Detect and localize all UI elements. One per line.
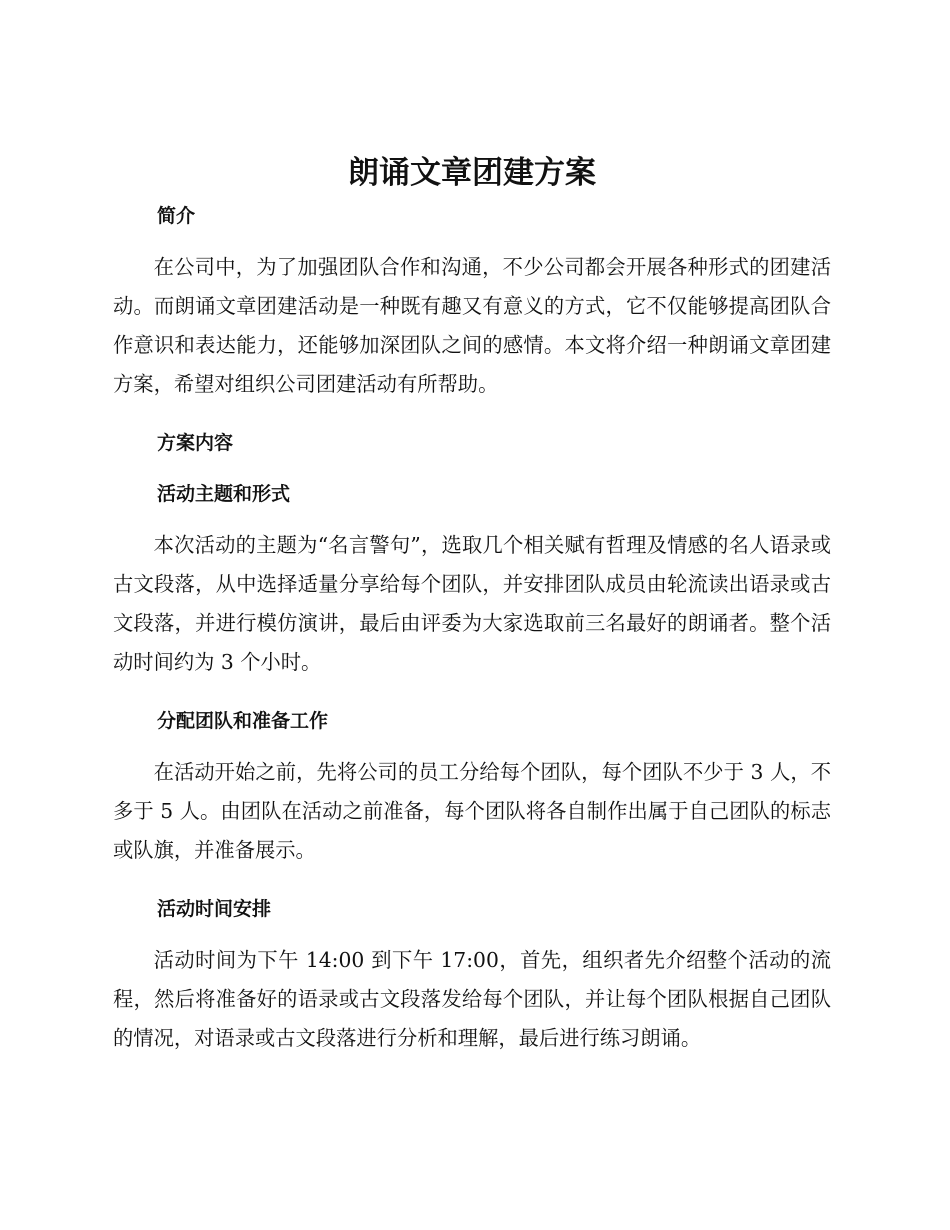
section-heading-team-preparation: 分配团队和准备工作 <box>157 710 329 732</box>
section-heading-theme-format: 活动主题和形式 <box>157 483 291 505</box>
section-paragraph-intro: 在公司中，为了加强团队合作和沟通，不少公司都会开展各种形式的团建活动。而朗诵文章团建活动是一种既有趣又有意义的方式，它不仅能够提高团队合作意识和表达能力，还能够加深团队之间的感情。本文将介绍一种朗诵文章团建方案，希望对组织公司团建活动有所帮助。 <box>113 255 831 396</box>
section-heading-schedule: 活动时间安排 <box>157 898 272 920</box>
document-body <box>113 150 831 1085</box>
document-title: 朗诵文章团建方案 <box>348 155 596 191</box>
section-heading-intro: 简介 <box>157 205 196 227</box>
section-paragraph-schedule: 活动时间为下午 14:00 到下午 17:00，首先，组织者先介绍整个活动的流程，然后将准备好的语录或古文段落发给每个团队，并让每个团队根据自己团队的情况，对语录或古文段落进行分析和理解，最后进行练习朗诵。 <box>113 948 831 1050</box>
section-paragraph-team-preparation: 在活动开始之前，先将公司的员工分给每个团队，每个团队不少于 3 人，不多于 5 人。由团队在活动之前准备，每个团队将各自制作出属于自己团队的标志或队旗，并准备展示。 <box>113 760 831 862</box>
section-paragraph-theme-format: 本次活动的主题为“名言警句”，选取几个相关赋有哲理及情感的名人语录或古文段落，从中选择适量分享给每个团队，并安排团队成员由轮流读出语录或古文段落，并进行模仿演讲，最后由评委为大家选取前三名最好的朗诵者。整个活动时间约为 3 个小时。 <box>113 533 831 674</box>
section-heading-plan-content: 方案内容 <box>157 432 234 454</box>
